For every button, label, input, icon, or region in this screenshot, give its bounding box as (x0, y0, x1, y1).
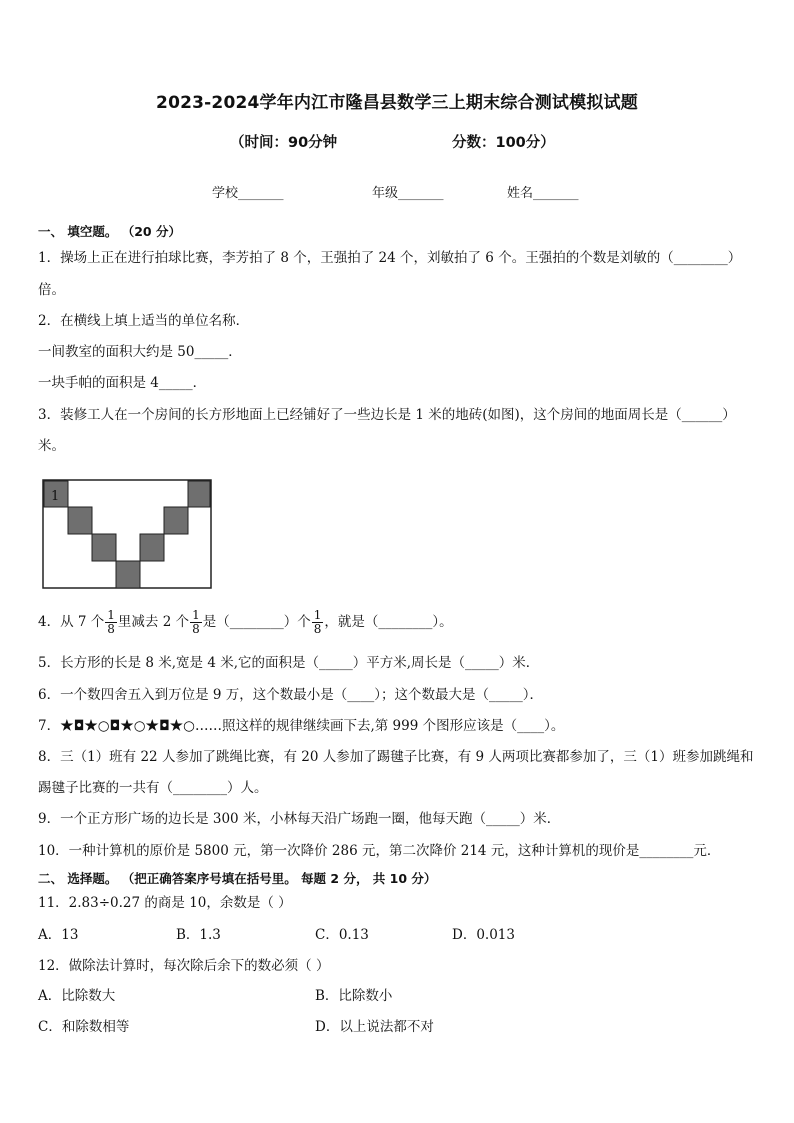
question-9: 9．一个正方形广场的边长是 300 米，小林每天沿广场跑一圈，他每天跑（_____）米． (38, 811, 561, 827)
fraction-numerator: 1 (107, 608, 115, 622)
school-blank: _______ (238, 186, 284, 201)
option-c[interactable]: C．0.13 (315, 927, 369, 943)
option-b[interactable]: B．比除数小 (315, 988, 393, 1004)
option-d[interactable]: D．以上说法都不对 (315, 1019, 434, 1035)
grade-blank: _______ (398, 186, 444, 201)
question-12: 12．做除法计算时，每次除后余下的数必须（ ） (38, 958, 330, 974)
tile-square (68, 507, 92, 534)
option-a[interactable]: A．13 (38, 927, 79, 943)
question-4-part3: 是（________）个 (202, 614, 311, 630)
school-field (212, 182, 284, 201)
grade-field (372, 182, 444, 201)
tile-side-label: 1 (51, 489, 60, 504)
fraction-one-eighth (190, 609, 202, 636)
tile-figure (42, 479, 212, 589)
fraction-one-eighth (312, 609, 324, 636)
school-label: 学校 (212, 186, 239, 201)
tile-square (140, 534, 164, 561)
name-field (507, 182, 579, 201)
fraction-one-eighth (105, 609, 117, 636)
exam-score: 分数：100分） (452, 135, 555, 151)
question-5: 5．长方形的长是 8 米,宽是 4 米,它的面积是（_____）平方米,周长是（_____）米． (38, 655, 540, 671)
question-3-cont: 米。 (38, 438, 65, 454)
grade-label: 年级 (372, 186, 399, 201)
tile-square (92, 534, 116, 561)
question-6: 6．一个数四舍五入到万位是 9 万，这个数最小是（____）；这个数最大是（_____）． (38, 687, 544, 703)
question-4-part1: 4．从 7 个 (38, 614, 105, 630)
question-4-part4: ，就是（________）。 (324, 614, 453, 630)
option-c[interactable]: C．和除数相等 (38, 1019, 130, 1035)
question-10: 10．一种计算机的原价是 5800 元，第一次降价 286 元，第二次降价 214 元，这种计算机的现价是________元． (38, 843, 721, 859)
page-title: 2023-2024学年内江市隆昌县数学三上期末综合测试模拟试题 (156, 93, 638, 113)
fraction-numerator: 1 (192, 608, 200, 622)
tile-square (164, 507, 188, 534)
question-1: 1．操场上正在进行拍球比赛，李芳拍了 8 个，王强拍了 24 个，刘敏拍了 6 个。王强拍的个数是刘敏的（________） (38, 250, 742, 266)
question-3: 3．装修工人在一个房间的长方形地面上已经铺好了一些边长是 1 米的地砖(如图)，这个房间的地面周长是（______） (38, 407, 736, 423)
fraction-denominator: 8 (192, 622, 200, 636)
fraction-denominator: 8 (107, 622, 115, 636)
question-4 (38, 608, 453, 636)
option-a[interactable]: A．比除数大 (38, 988, 116, 1004)
fraction-denominator: 8 (313, 622, 322, 636)
fraction-numerator: 1 (313, 608, 322, 622)
section-1-title: 一、 填空题。 （20 分） (38, 224, 181, 239)
question-2-b: 一块手帕的面积是 4_____． (38, 375, 207, 391)
question-2: 2．在横线上填上适当的单位名称． (38, 313, 250, 329)
name-blank: _______ (533, 186, 579, 201)
question-11: 11．2.83÷0.27 的商是 10，余数是（ ） (38, 895, 292, 911)
question-8-cont: 踢毽子比赛的一共有（________）人。 (38, 780, 268, 796)
section-2-title: 二、 选择题。 （把正确答案序号填在括号里。 每题 2 分， 共 10 分） (38, 871, 437, 886)
name-label: 姓名 (507, 186, 534, 201)
option-d[interactable]: D．0.013 (452, 927, 515, 943)
tile-square (116, 561, 140, 588)
question-1-cont: 倍。 (38, 282, 65, 298)
tile-square (188, 481, 210, 507)
question-7: 7．★◘★○◘★○★◘★○……照这样的规律继续画下去,第 999 个图形应该是（____）。 (38, 718, 565, 734)
question-8: 8．三（1）班有 22 人参加了跳绳比赛，有 20 人参加了踢毽子比赛，有 9 人两项比赛都参加了，三（1）班参加跳绳和 (38, 749, 754, 765)
exam-time: （时间：90分钟 (230, 135, 338, 151)
option-b[interactable]: B．1.3 (176, 927, 221, 943)
question-2-a: 一间教室的面积大约是 50_____． (38, 344, 242, 360)
question-4-part2: 里减去 2 个 (117, 614, 190, 630)
